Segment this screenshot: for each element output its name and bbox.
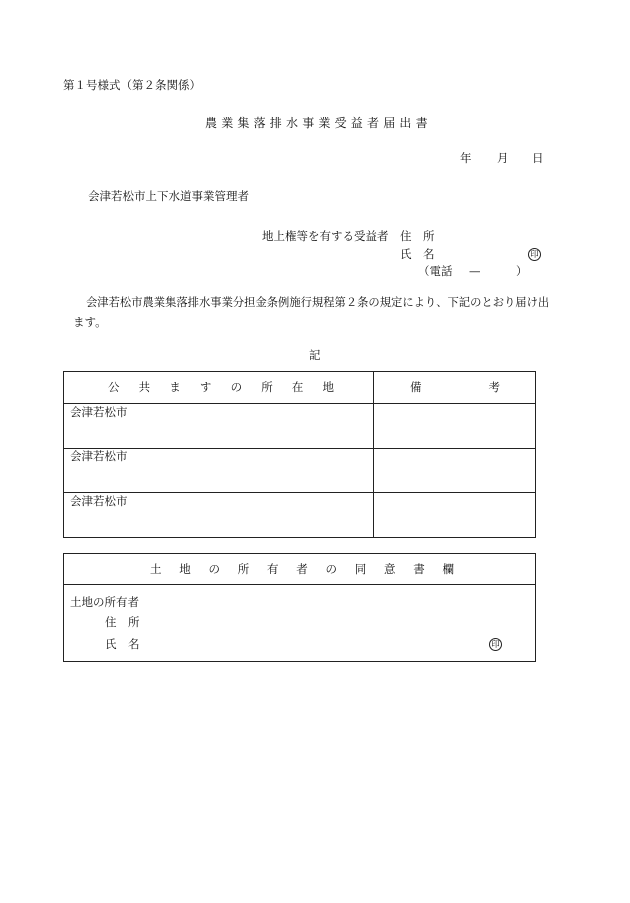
location-header xyxy=(108,382,334,394)
table-row-location: 会津若松市 xyxy=(70,494,128,508)
date-year-label: 年 xyxy=(460,151,472,165)
addressee: 会津若松市上下水道事業管理者 xyxy=(88,189,249,203)
location-header-char: の xyxy=(230,380,243,394)
consent-header-char: 地 xyxy=(179,562,191,576)
location-header-char: す xyxy=(199,380,212,394)
location-header-char: 地 xyxy=(322,380,334,394)
body-text-line1: 会津若松市農業集落排水事業分担金条例施行規程第２条の規定により、下記のとおり届け出 xyxy=(86,296,550,309)
consent-header-char: 土 xyxy=(150,562,162,576)
consent-header-char: 所 xyxy=(237,562,250,576)
phone-open: （電話 xyxy=(418,264,453,278)
consent-header-char: の xyxy=(208,562,220,576)
consent-header-char: の xyxy=(325,562,337,576)
location-header-char: 共 xyxy=(138,380,151,394)
table-row-location: 会津若松市 xyxy=(70,449,128,463)
consent-header-char: 同 xyxy=(354,562,367,576)
form-number: 第１号様式（第２条関係） xyxy=(63,78,201,92)
applicant-address-label: 住 所 xyxy=(400,229,435,243)
location-table-divider xyxy=(373,371,374,538)
location-table-header-rule xyxy=(63,403,536,404)
date-day-label: 日 xyxy=(532,151,544,165)
owner-name-label: 氏 名 xyxy=(105,637,140,651)
consent-header-char: 有 xyxy=(267,562,279,576)
applicant-name-label: 氏 名 xyxy=(400,247,435,261)
ki-heading: 記 xyxy=(309,348,321,362)
remarks-header xyxy=(410,382,500,394)
location-header-char: 公 xyxy=(108,380,120,394)
owner-label: 土地の所有者 xyxy=(70,595,139,609)
consent-header-char: 書 xyxy=(413,562,425,576)
remarks-header-char: 考 xyxy=(488,380,500,394)
location-header-char: ま xyxy=(169,380,181,394)
applicant-role: 地上権等を有する受益者 xyxy=(262,229,389,243)
owner-address-label: 住 所 xyxy=(105,615,140,629)
body-text-line2: ます。 xyxy=(73,315,107,329)
location-header-char: 所 xyxy=(261,380,273,394)
consent-header xyxy=(150,564,454,576)
remarks-header-char: 備 xyxy=(410,380,422,394)
consent-header-char: 者 xyxy=(296,562,308,576)
table-row-location: 会津若松市 xyxy=(70,405,128,419)
location-table-row-rule xyxy=(63,448,536,449)
location-header-char: 在 xyxy=(291,380,304,394)
consent-header-char: 意 xyxy=(384,562,396,576)
applicant-seal-mark: 印 xyxy=(528,248,541,261)
location-table-row-rule xyxy=(63,492,536,493)
location-table xyxy=(63,371,536,538)
consent-header-char: 欄 xyxy=(442,562,454,576)
document-title: 農業集落排水事業受益者届出書 xyxy=(205,116,432,130)
phone-close: ） xyxy=(516,264,528,278)
consent-table-header-rule xyxy=(63,584,536,585)
phone-dash: — xyxy=(469,264,481,278)
owner-seal-mark: 印 xyxy=(489,638,502,651)
date-month-label: 月 xyxy=(497,151,509,165)
